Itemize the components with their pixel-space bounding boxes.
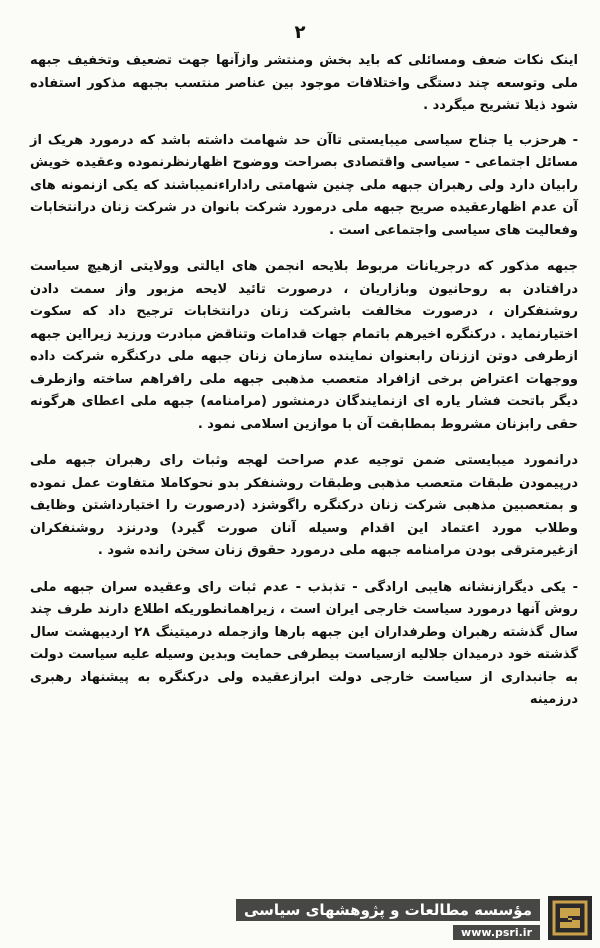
- page-number: ۲: [294, 22, 306, 43]
- watermark-text: [236, 899, 540, 940]
- paragraph-congress: جبهه مذکور که درجریانات مربوط بلایحه انجمن های ایالتی وولایتی ازهیچ سیاست درافتادن به روحانیون وبازاریان ، درصورت تائید لایحه مزبور واز سمت دادن روشنفکران ، درصورت مخالفت باشرکت زنان درانتخابات ترجیح داد که سکوت اختیارنماید . درکنگره اخیرهم باتمام جهات قدامات وتناقض مبادرت ورزید زیرااین جبهه ازطرفی دوتن اززنان رابعنوان نماینده سازمان زنان جبهه ملی درکنگره شرکت داده ووجهات اعتراض برخی ازافراد متعصب مذهبی جبهه ملی رافراهم ساخته وازطرف دیگر باتحت فشار یاره ای ازنمایندگان درمنشور (مرامنامه) جبهه ملی اعطای هرگونه حقی رابزنان مشروط بمطابقت آن با موازین اسلامی نمود .: [30, 259, 578, 432]
- paragraph-explanation: درانمورد میبایستی ضمن توجیه عدم صراحت لهجه وثبات رای رهبران جبهه ملی درپیمودن طبقات متعصب مذهبی وطبقات روشنفکر بدو نحوکاملا متفاوت عمل نموده و بمتعصبین مذهبی شرکت زنان درکنگره راگوشزد (درصورت را اختیارداشتن وظایف وطلاب مورد اعتماد این اقدام وسیله آنان صورت گیرد) ودرنزد روشنفکران ازغیرمترقی بودن مرامنامه جبهه ملی درمورد حقوق زنان سخن رانده شود .: [30, 453, 578, 558]
- paragraph-foreign-policy: - یکی دیگرازنشانه هایبی ارادگی - تذبذب - عدم ثبات رای وعقیده سران جبهه ملی روش آنها درمورد سیاست خارجی ایران است ، زیراهمانطوریکه اطلاع دارند طرف چند سال گذشته رهبران وطرفداران این جبهه بارها وازجمله درمیتینگ ۲۸ اردیبهشت سال گذشته خود درمیدان جلالیه ازسیاست بیطرفی حمایت وبدین وسیله علیه سیاست دولت به جانبداری از سیاست خارجی دولت ابرازعقیده ولی درکنگره به پیشنهاد رهبری درزمینه: [30, 579, 578, 707]
- document-body: [30, 50, 578, 726]
- watermark-institute-name: مؤسسه مطالعات و پژوهشهای سیاسی: [236, 899, 540, 921]
- watermark-url: www.psri.ir: [453, 925, 540, 940]
- paragraph-intro: اینک نکات ضعف ومسائلی که باید بخش ومنتشر وازآنها جهت تضعیف وتخفیف جبهه ملی وتوسعه چند دستگی واختلافات موجود بین عناصر منتسب بجبهه مذکور استفاده شود ذیلا تشریح میگردد .: [30, 53, 578, 113]
- institute-watermark: [0, 888, 600, 948]
- paragraph-courage: - هرحزب یا جناح سیاسی میبایستی تاآن حد شهامت داشته باشد که درمورد هریک از مسائل اجتماعی - سیاسی واقتصادی بصراحت ووضوح اظهارنظرنموده وعقیده خویش رابیان دارد ولی رهبران جبهه ملی چنین شهامتی راداراءنمیباشند که یکی ازنمونه های آن عدم اظهارعقیده صریح جبهه ملی درمورد شرکت بانوان در شرکت زنان درانتخابات وفعالیت های سیاسی واجتماعی است .: [30, 132, 578, 238]
- institute-logo-icon: [548, 896, 592, 940]
